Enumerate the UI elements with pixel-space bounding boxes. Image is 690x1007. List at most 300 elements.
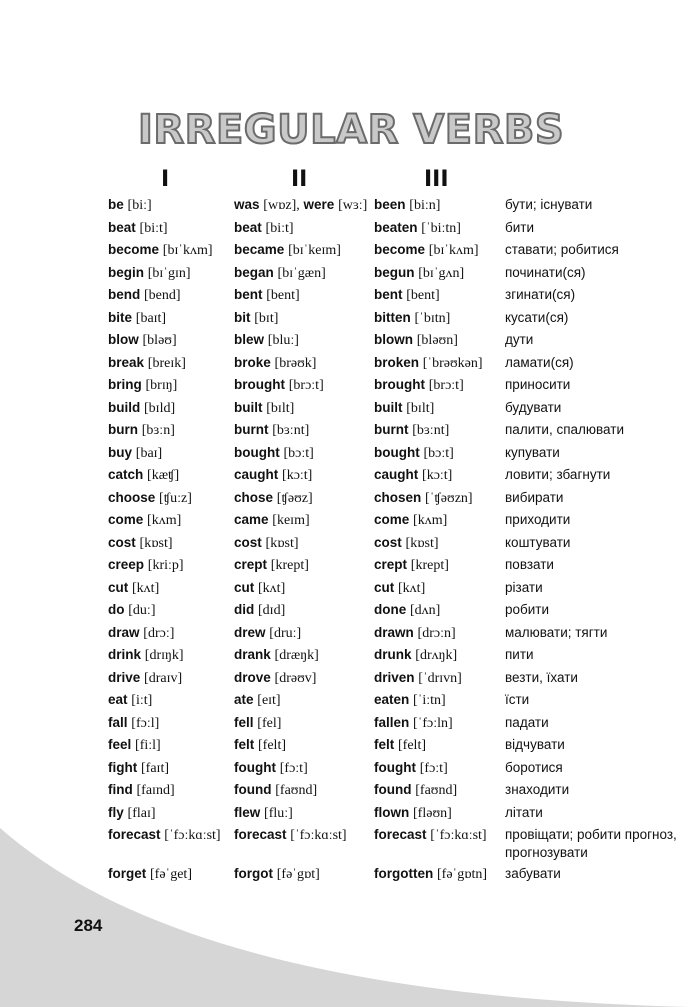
past-participle xyxy=(374,219,505,238)
base-form xyxy=(108,511,234,530)
transcription: [wɒz], xyxy=(263,198,300,213)
transcription: [drɪŋk] xyxy=(144,648,184,663)
verb-word: bend xyxy=(108,287,141,302)
transcription: [fəˈget] xyxy=(150,867,192,882)
past-simple xyxy=(234,804,374,823)
translation: падати xyxy=(505,714,549,730)
past-participle xyxy=(374,511,505,530)
past-participle xyxy=(374,556,505,575)
base-form xyxy=(108,736,234,755)
past-simple xyxy=(234,466,374,485)
base-form xyxy=(108,331,234,350)
verb-word: drive xyxy=(108,669,141,685)
past-simple xyxy=(234,556,374,575)
verb-word: begun xyxy=(374,264,415,280)
verb-word: fight xyxy=(108,759,138,775)
past-simple xyxy=(234,219,374,238)
verb-word: catch xyxy=(108,467,144,482)
transcription: [iːt] xyxy=(131,693,153,708)
verb-word: creep xyxy=(108,557,145,572)
verb-word: were xyxy=(303,197,335,212)
verb-word: cut xyxy=(234,579,255,595)
translation: приносити xyxy=(505,377,571,392)
past-participle xyxy=(374,241,505,260)
verb-word: drink xyxy=(108,647,142,662)
verb-word: forgot xyxy=(234,866,273,881)
base-form xyxy=(108,399,234,418)
verb-word: driven xyxy=(374,669,415,685)
verb-word: brought xyxy=(234,377,285,392)
verb-word: flew xyxy=(234,804,261,820)
verb-row xyxy=(108,487,688,510)
verb-word: come xyxy=(108,512,144,527)
past-simple xyxy=(234,534,374,553)
verb-row xyxy=(108,217,688,240)
translation: палити, спалювати xyxy=(505,422,624,437)
verb-row xyxy=(108,599,688,622)
verb-word: cost xyxy=(108,534,136,550)
past-simple xyxy=(234,511,374,530)
past-participle xyxy=(374,736,505,755)
translation: дути xyxy=(505,332,534,347)
verb-row xyxy=(108,577,688,600)
transcription: [bləʊn] xyxy=(416,333,458,348)
verb-word: cost xyxy=(374,534,402,550)
verb-row xyxy=(108,802,688,825)
verb-word: cost xyxy=(234,534,262,550)
verb-word: broke xyxy=(234,354,271,370)
verb-word: did xyxy=(234,602,255,617)
verb-word: bent xyxy=(234,287,263,302)
translation: згинати(ся) xyxy=(505,287,576,302)
past-participle xyxy=(374,466,505,485)
verb-row xyxy=(108,532,688,555)
base-form xyxy=(108,286,234,305)
transcription: [bɪˈkʌm] xyxy=(428,243,479,258)
transcription: [drʌŋk] xyxy=(415,648,458,663)
verb-word: become xyxy=(108,242,160,257)
verb-row xyxy=(108,329,688,352)
verb-row xyxy=(108,712,688,735)
past-participle xyxy=(374,826,505,861)
verb-word: bent xyxy=(374,287,403,302)
translation: ламати(ся) xyxy=(505,354,574,370)
transcription: [brɔːt] xyxy=(428,378,464,393)
past-participle xyxy=(374,624,505,643)
verb-word: feel xyxy=(108,737,132,752)
translation: повзати xyxy=(505,557,554,572)
verb-word: eaten xyxy=(374,692,410,707)
verb-word: built xyxy=(234,399,263,415)
verb-word: crept xyxy=(374,557,408,572)
transcription: [baɪt] xyxy=(135,310,167,326)
verb-word: drank xyxy=(234,647,271,662)
past-simple xyxy=(234,264,374,283)
base-form xyxy=(108,804,234,823)
transcription: [breɪk] xyxy=(147,355,186,371)
transcription: [bɜːn] xyxy=(141,423,175,438)
verb-word: flown xyxy=(374,804,410,820)
page-number: 284 xyxy=(74,916,103,935)
base-form xyxy=(108,534,234,553)
verb-word: burnt xyxy=(374,422,409,437)
translation: знаходити xyxy=(505,782,570,797)
base-form xyxy=(108,714,234,733)
transcription: [kɒst] xyxy=(265,535,299,551)
translation: приходити xyxy=(505,512,571,527)
transcription: [keɪm] xyxy=(272,513,310,528)
verb-word: break xyxy=(108,354,145,370)
transcription: [fəˈgɒt] xyxy=(276,867,320,882)
transcription: [faʊnd] xyxy=(275,783,318,798)
verb-word: cut xyxy=(374,579,395,595)
verb-word: build xyxy=(108,399,141,415)
past-simple xyxy=(234,579,374,598)
translation: кусати(ся) xyxy=(505,309,569,325)
verb-word: choose xyxy=(108,489,156,505)
transcription: [kʌt] xyxy=(258,580,286,596)
verb-word: built xyxy=(374,399,403,415)
transcription: [ˈfɔːln] xyxy=(413,715,453,731)
verb-word: fell xyxy=(234,714,254,730)
transcription: [kʌt] xyxy=(132,580,160,596)
verb-word: chose xyxy=(234,489,274,505)
transcription: [fluː] xyxy=(264,805,293,821)
translation: різати xyxy=(505,579,543,595)
transcription: [ʧuːz] xyxy=(159,490,192,506)
transcription: [bent] xyxy=(266,288,300,303)
translation: провіщати; робити прогноз, прогнозувати xyxy=(505,827,677,860)
base-form xyxy=(108,354,234,373)
transcription: [biːt] xyxy=(265,220,294,236)
verb-word: ate xyxy=(234,692,254,707)
past-simple xyxy=(234,444,374,463)
verb-row xyxy=(108,509,688,532)
past-simple xyxy=(234,669,374,688)
transcription: [kʌm] xyxy=(147,513,182,528)
past-participle xyxy=(374,309,505,328)
page-title: IRREGULAR VERBS xyxy=(138,107,565,153)
verb-word: bring xyxy=(108,377,142,392)
past-simple xyxy=(234,241,374,260)
transcription: [kæʧ] xyxy=(147,468,180,483)
transcription: [bent] xyxy=(406,288,440,303)
verb-word: done xyxy=(374,602,407,617)
transcription: [drəʊv] xyxy=(274,670,317,686)
transcription: [ˈbrəʊkən] xyxy=(422,355,483,371)
transcription: [brəʊk] xyxy=(274,355,317,371)
verb-word: chosen xyxy=(374,489,422,505)
translation: малювати; тягти xyxy=(505,624,608,640)
past-participle xyxy=(374,534,505,553)
translation: їсти xyxy=(505,692,530,707)
past-simple xyxy=(234,376,374,395)
transcription: [bɪˈgæn] xyxy=(277,265,326,281)
verb-word: drunk xyxy=(374,647,412,662)
past-simple xyxy=(234,714,374,733)
base-form xyxy=(108,646,234,665)
verb-row xyxy=(108,307,688,330)
base-form xyxy=(108,691,234,710)
transcription: [bɪt] xyxy=(254,310,279,326)
transcription: [brɪŋ] xyxy=(145,378,178,393)
verb-word: drawn xyxy=(374,624,414,640)
translation: пити xyxy=(505,647,534,662)
translation: вибирати xyxy=(505,489,564,505)
verb-word: bought xyxy=(234,444,280,460)
past-simple xyxy=(234,399,374,418)
verb-word: bitten xyxy=(374,309,411,325)
past-participle xyxy=(374,669,505,688)
verb-word: beat xyxy=(234,219,262,235)
verb-word: buy xyxy=(108,444,133,460)
past-simple xyxy=(234,646,374,665)
past-participle xyxy=(374,601,505,620)
transcription: [fɔːt] xyxy=(419,760,448,776)
transcription: [bɪld] xyxy=(144,400,176,416)
verb-word: begin xyxy=(108,264,144,280)
past-participle xyxy=(374,691,505,710)
verb-word: fall xyxy=(108,714,128,730)
transcription: [kriːp] xyxy=(147,558,184,573)
past-simple xyxy=(234,286,374,305)
past-simple xyxy=(234,736,374,755)
verb-row xyxy=(108,779,688,802)
past-simple xyxy=(234,624,374,643)
translation: ставати; робитися xyxy=(505,242,619,257)
past-simple xyxy=(234,354,374,373)
verb-word: fought xyxy=(374,759,416,775)
verb-word: found xyxy=(374,782,412,797)
transcription: [drɔːn] xyxy=(417,625,456,641)
transcription: [dʌn] xyxy=(410,603,441,618)
past-simple xyxy=(234,421,374,440)
verb-word: caught xyxy=(374,467,419,482)
verb-word: fallen xyxy=(374,714,410,730)
transcription: [kɒst] xyxy=(139,535,173,551)
verb-word: blow xyxy=(108,332,139,347)
transcription: [draɪv] xyxy=(144,670,183,686)
transcription: [bluː] xyxy=(267,333,299,348)
column-header-second-form: II xyxy=(291,167,308,192)
transcription: [eɪt] xyxy=(257,693,281,708)
transcription: [ˈiːtn] xyxy=(413,693,446,708)
base-form xyxy=(108,196,234,215)
transcription: [ˈfɔːkɑːst] xyxy=(290,828,347,843)
transcription: [bɪlt] xyxy=(406,400,435,416)
verb-row xyxy=(108,442,688,465)
past-simple xyxy=(234,759,374,778)
verb-word: do xyxy=(108,602,125,617)
translation: ловити; збагнути xyxy=(505,467,611,482)
base-form xyxy=(108,759,234,778)
past-simple xyxy=(234,309,374,328)
transcription: [wɜː] xyxy=(338,198,368,213)
transcription: [felt] xyxy=(258,738,286,753)
verb-word: felt xyxy=(234,737,255,752)
transcription: [brɔːt] xyxy=(288,378,324,393)
base-form xyxy=(108,444,234,463)
verb-word: be xyxy=(108,197,124,212)
transcription: [bɜːnt] xyxy=(412,423,450,438)
transcription: [krept] xyxy=(410,558,449,573)
verb-word: crept xyxy=(234,557,268,572)
transcription: [ˈfɔːkɑːst] xyxy=(164,828,221,843)
verb-word: drew xyxy=(234,624,266,640)
transcription: [ˈbiːtn] xyxy=(421,220,461,236)
past-participle xyxy=(374,781,505,800)
verb-word: fly xyxy=(108,804,124,820)
verb-row xyxy=(108,194,688,217)
transcription: [ˈʧəʊzn] xyxy=(425,490,473,506)
transcription: [drɔː] xyxy=(143,625,175,641)
verb-word: forecast xyxy=(108,827,161,842)
verb-word: forget xyxy=(108,866,147,881)
verb-word: brought xyxy=(374,377,425,392)
verb-row xyxy=(108,863,688,886)
past-participle xyxy=(374,264,505,283)
verb-word: find xyxy=(108,782,133,797)
past-simple xyxy=(234,781,374,800)
past-participle xyxy=(374,331,505,350)
transcription: [ˈbɪtn] xyxy=(414,310,451,326)
translation: літати xyxy=(505,804,543,820)
translation: бити xyxy=(505,219,534,235)
transcription: [faʊnd] xyxy=(415,783,458,798)
verb-word: cut xyxy=(108,579,129,595)
transcription: [fiːl] xyxy=(135,738,161,753)
verb-word: broken xyxy=(374,354,420,370)
past-participle xyxy=(374,354,505,373)
verb-row xyxy=(108,824,688,863)
transcription: [dɪd] xyxy=(258,603,286,618)
past-participle xyxy=(374,421,505,440)
verb-row xyxy=(108,667,688,690)
verb-word: been xyxy=(374,197,406,212)
verb-row xyxy=(108,757,688,780)
transcription: [baɪ] xyxy=(135,445,163,461)
transcription: [bɪˈgɪn] xyxy=(147,265,191,281)
base-form xyxy=(108,669,234,688)
verb-word: caught xyxy=(234,467,279,482)
verb-word: fought xyxy=(234,759,276,775)
translation: відчувати xyxy=(505,737,565,752)
verb-word: come xyxy=(374,512,410,527)
transcription: [bɜːnt] xyxy=(272,423,310,438)
base-form xyxy=(108,826,234,861)
base-form xyxy=(108,489,234,508)
translation: робити xyxy=(505,602,550,617)
base-form xyxy=(108,579,234,598)
transcription: [kʌm] xyxy=(413,513,448,528)
verb-word: blew xyxy=(234,332,265,347)
transcription: [dræŋk] xyxy=(274,648,319,663)
transcription: [kɔːt] xyxy=(282,468,313,483)
verb-word: beat xyxy=(108,219,136,235)
past-participle xyxy=(374,804,505,823)
past-participle xyxy=(374,376,505,395)
transcription: [bɪˈkeɪm] xyxy=(288,243,341,258)
base-form xyxy=(108,865,234,884)
verb-row xyxy=(108,397,688,420)
base-form xyxy=(108,781,234,800)
past-simple xyxy=(234,865,374,884)
translation: везти, їхати xyxy=(505,669,578,685)
verb-word: forecast xyxy=(234,827,287,842)
transcription: [bend] xyxy=(144,288,181,303)
past-simple xyxy=(234,601,374,620)
verb-row xyxy=(108,262,688,285)
base-form xyxy=(108,421,234,440)
verb-row xyxy=(108,622,688,645)
base-form xyxy=(108,556,234,575)
verb-row xyxy=(108,419,688,442)
irregular-verbs-table xyxy=(108,194,688,886)
base-form xyxy=(108,466,234,485)
transcription: [kɔːt] xyxy=(422,468,453,483)
base-form xyxy=(108,376,234,395)
past-participle xyxy=(374,714,505,733)
translation: будувати xyxy=(505,399,562,415)
transcription: [ˈdrɪvn] xyxy=(418,670,462,686)
past-participle xyxy=(374,196,505,215)
verb-word: came xyxy=(234,512,269,527)
verb-row xyxy=(108,374,688,397)
past-participle xyxy=(374,444,505,463)
verb-word: eat xyxy=(108,692,128,707)
transcription: [biːt] xyxy=(139,220,168,236)
past-participle xyxy=(374,286,505,305)
verb-word: bit xyxy=(234,309,251,325)
transcription: [fəˈgɒtn] xyxy=(437,867,488,882)
translation: починати(ся) xyxy=(505,264,586,280)
transcription: [bɪˈgʌn] xyxy=(418,265,465,281)
transcription: [biːn] xyxy=(409,198,441,213)
verb-word: forgotten xyxy=(374,866,434,881)
verb-row xyxy=(108,734,688,757)
base-form xyxy=(108,601,234,620)
past-simple xyxy=(234,196,374,215)
transcription: [duː] xyxy=(128,603,156,618)
transcription: [bɪˈkʌm] xyxy=(162,243,213,258)
column-header-third-form: III xyxy=(424,167,449,192)
translation: боротися xyxy=(505,759,563,775)
transcription: [fel] xyxy=(257,715,282,731)
transcription: [kɒst] xyxy=(405,535,439,551)
verb-word: became xyxy=(234,242,285,257)
transcription: [fɔːt] xyxy=(279,760,308,776)
transcription: [bləʊ] xyxy=(142,333,177,348)
verb-word: become xyxy=(374,242,426,257)
transcription: [krept] xyxy=(270,558,309,573)
verb-row xyxy=(108,239,688,262)
verb-row xyxy=(108,284,688,307)
past-simple xyxy=(234,489,374,508)
verb-word: forecast xyxy=(374,827,427,842)
verb-word: draw xyxy=(108,624,140,640)
verb-row xyxy=(108,689,688,712)
past-participle xyxy=(374,399,505,418)
verb-word: drove xyxy=(234,669,271,685)
past-simple xyxy=(234,691,374,710)
transcription: [ʧəʊz] xyxy=(276,490,313,506)
base-form xyxy=(108,309,234,328)
transcription: [flaɪ] xyxy=(127,805,156,821)
past-participle xyxy=(374,646,505,665)
past-participle xyxy=(374,579,505,598)
verb-word: began xyxy=(234,264,274,280)
transcription: [bɔːt] xyxy=(423,445,454,461)
